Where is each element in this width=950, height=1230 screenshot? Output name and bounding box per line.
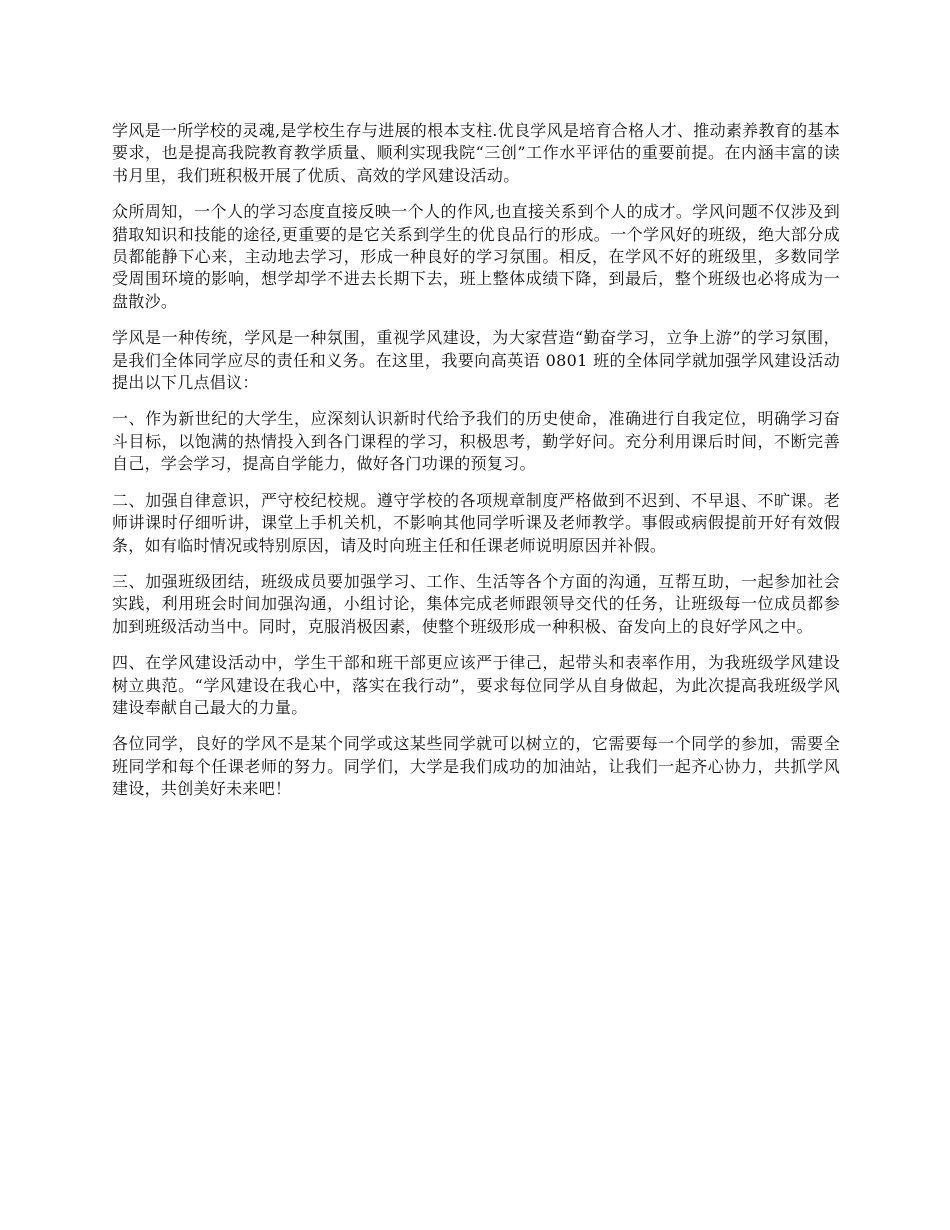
paragraph-point-1: 一、作为新世纪的大学生，应深刻认识新时代给予我们的历史使命，准确进行自我定位，明确学习奋斗目标，以饱满的热情投入到各门课程的学习，积极思考，勤学好问。充分利用课后时间，不断完善自己，学会学习，提高自学能力，做好各门功课的预复习。	[112, 409, 840, 474]
paragraph-proposal-intro: 学风是一种传统，学风是一种氛围，重视学风建设，为大家营造“勤奋学习，立争上游”的学习氛围，是我们全体同学应尽的责任和义务。在这里，我要向高英语 0801 班的全体同学就加强学风建设活动提出以下几点倡议：	[112, 328, 840, 393]
document-body	[112, 120, 840, 815]
paragraph-importance: 众所周知，一个人的学习态度直接反映一个人的作风,也直接关系到个人的成才。学风问题不仅涉及到猎取知识和技能的途径,更重要的是它关系到学生的优良品行的形成。一个学风好的班级，绝大部分成员都能静下心来，主动地去学习，形成一种良好的学习氛围。相反，在学风不好的班级里，多数同学受周围环境的影响，想学却学不进去长期下去，班上整体成绩下降，到最后，整个班级也必将成为一盘散沙。	[112, 202, 840, 311]
paragraph-closing: 各位同学，良好的学风不是某个同学或这某些同学就可以树立的，它需要每一个同学的参加，需要全班同学和每个任课老师的努力。同学们，大学是我们成功的加油站，让我们一起齐心协力，共抓学风建设，共创美好未来吧！	[112, 734, 840, 799]
paragraph-point-2: 二、加强自律意识，严守校纪校规。遵守学校的各项规章制度严格做到不迟到、不早退、不旷课。老师讲课时仔细听讲，课堂上手机关机，不影响其他同学听课及老师教学。事假或病假提前开好有效假条，如有临时情况或特别原因，请及时向班主任和任课老师说明原因并补假。	[112, 490, 840, 555]
paragraph-intro: 学风是一所学校的灵魂,是学校生存与进展的根本支柱.优良学风是培育合格人才、推动素养教育的基本要求，也是提高我院教育教学质量、顺利实现我院“三创”工作水平评估的重要前提。在内涵丰富的读书月里，我们班积极开展了优质、高效的学风建设活动。	[112, 121, 840, 185]
paragraph-point-3: 三、加强班级团结，班级成员要加强学习、工作、生活等各个方面的沟通，互帮互助，一起参加社会实践，利用班会时间加强沟通，小组讨论，集体完成老师跟领导交代的任务，让班级每一位成员都参加到班级活动当中。同时，克服消极因素，使整个班级形成一种积极、奋发向上的良好学风之中。	[112, 571, 840, 636]
paragraph-point-4: 四、在学风建设活动中，学生干部和班干部更应该严于律己，起带头和表率作用，为我班级学风建设树立典范。“学风建设在我心中，落实在我行动”，要求每位同学从自身做起，为此次提高我班级学风建设奉献自己最大的力量。	[112, 653, 840, 717]
